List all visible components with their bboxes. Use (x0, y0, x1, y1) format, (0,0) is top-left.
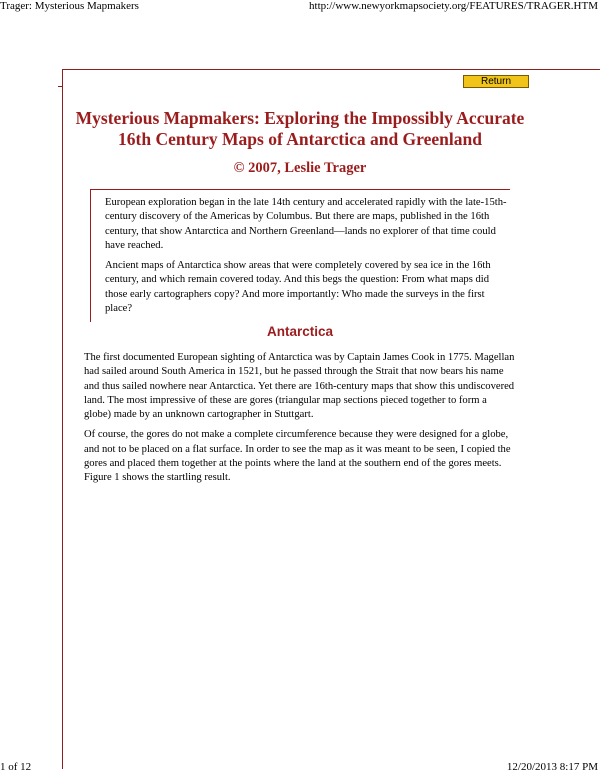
body-paragraph: The first documented European sighting of Antarctica was by Captain James Cook in 1775. Magellan had sailed around South America in 1521, but he passed through the Strait that now bears his name and thus sailed nowhere near Antarctica. Yet there are 16th-century maps that show this undiscovered land. The most impressive of these are gores (triangular map sections pieced together to form a globe) made by an unknown cartographer in Stuttgart. (84, 352, 515, 421)
article-title-line-1: Mysterious Mapmakers: Exploring the Impossibly Accurate (75, 108, 525, 128)
return-button[interactable]: Return (463, 75, 529, 88)
intro-paragraph: Ancient maps of Antarctica show areas that were completely covered by sea ice in the 16th century, and which remain covered today. And this begs the question: From what maps did those early cartographers copy? And more importantly: Who made the surveys in the first place? (105, 260, 491, 315)
article-title (70, 108, 530, 150)
print-footer-page: 1 of 12 (0, 761, 32, 773)
intro-section (90, 189, 510, 322)
body-paragraph: Of course, the gores do not make a complete circumference because they were designed for a globe, and not to be placed on a flat surface. In order to see the map as it was meant to be seen, I copied the gores and placed them together at the points where the land at the southern end of the gores meets. Figure 1 shows the startling result. (84, 429, 511, 484)
section-heading-antarctica: Antarctica (266, 324, 334, 339)
print-footer-datetime: 12/20/2013 8:17 PM (506, 761, 598, 773)
body-section (84, 351, 516, 492)
frame-tick-mark (58, 86, 63, 87)
frame-left-border (62, 69, 63, 769)
article-byline: © 2007, Leslie Trager (233, 160, 367, 176)
intro-paragraph: European exploration began in the late 14th century and accelerated rapidly with the late-15th-century discovery of the Americas by Columbus. But there are maps, published in the 16th century, that show Antarctica and Northern Greenland—lands no explorer of that time could have reached. (105, 197, 507, 251)
article-title-line-2: 16th Century Maps of Antarctica and Greenland (118, 129, 482, 149)
frame-top-border (62, 69, 600, 70)
print-header-title: Trager: Mysterious Mapmakers (0, 0, 139, 12)
print-header-url: http://www.newyorkmapsociety.org/FEATURES/TRAGER.HTM (309, 0, 598, 12)
